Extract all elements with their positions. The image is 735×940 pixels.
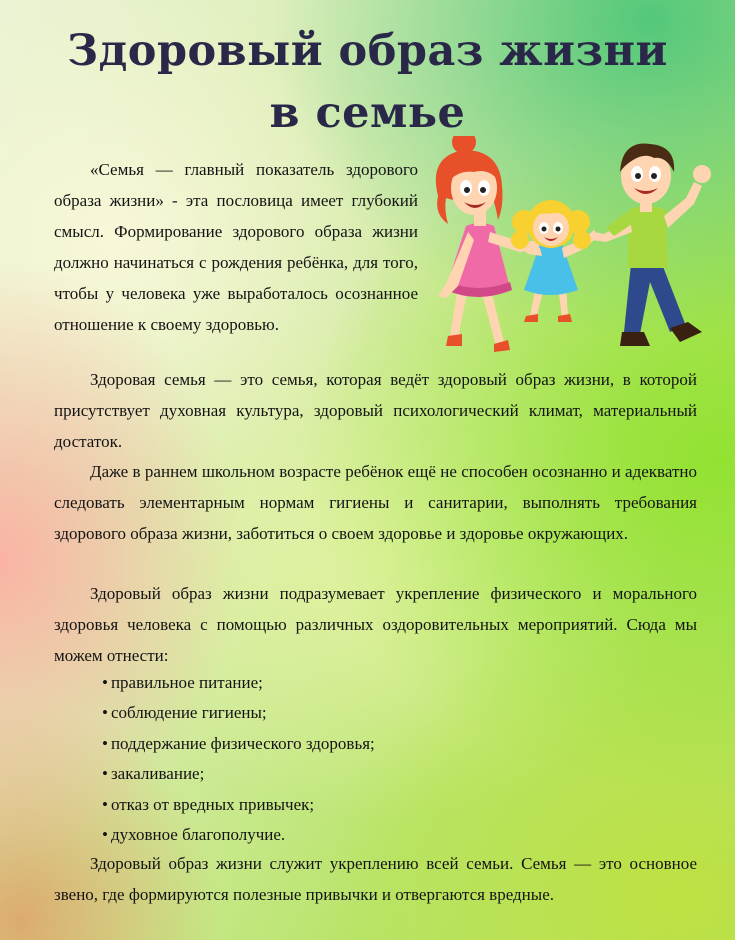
girl-figure	[511, 200, 598, 322]
list-item: • отказ от вредных привычек;	[102, 790, 375, 820]
paragraph-intro: «Семья — главный показатель здорового образа жизни» - эта пословица имеет глубокий смысл. Формирование здорового образа жизни должно начинаться с рождения ребёнка, для того, чтобы у человека уже выработалось осознанное отношение к своему здоровью.	[54, 160, 418, 334]
list-item: • правильное питание;	[102, 668, 375, 698]
father-figure	[592, 144, 711, 346]
family-holding-hands-icon	[418, 136, 732, 360]
paragraph-conclusion: Здоровый образ жизни служит укреплению всей семьи. Семья — это основное звено, где формируются полезные привычки и отвергаются вредные.	[54, 854, 697, 904]
list-item: • соблюдение гигиены;	[102, 698, 375, 728]
paragraph-healthy-family: Здоровая семья — это семья, которая ведёт здоровый образ жизни, в которой присутствует духовная культура, здоровый психологический климат, материальный достаток.	[54, 370, 697, 451]
paragraph-school-age: Даже в раннем школьном возрасте ребёнок ещё не способен осознанно и адекватно следовать элементарным нормам гигиены и санитарии, выполнять требования здорового образа жизни, заботиться о своем здоровье и здоровье окружающих.	[54, 462, 697, 543]
lifestyle-list	[102, 668, 375, 850]
page-title-line-1: Здоровый образ жизни	[67, 26, 668, 76]
page-title-line-2: в семье	[269, 88, 466, 138]
paragraph-healthy-lifestyle: Здоровый образ жизни подразумевает укрепление физического и морального здоровья человека с помощью различных оздоровительных мероприятий. Сюда мы можем отнести:	[54, 584, 697, 665]
list-item: • закаливание;	[102, 759, 375, 789]
list-item: • духовное благополучие.	[102, 820, 375, 850]
list-item: • поддержание физического здоровья;	[102, 729, 375, 759]
